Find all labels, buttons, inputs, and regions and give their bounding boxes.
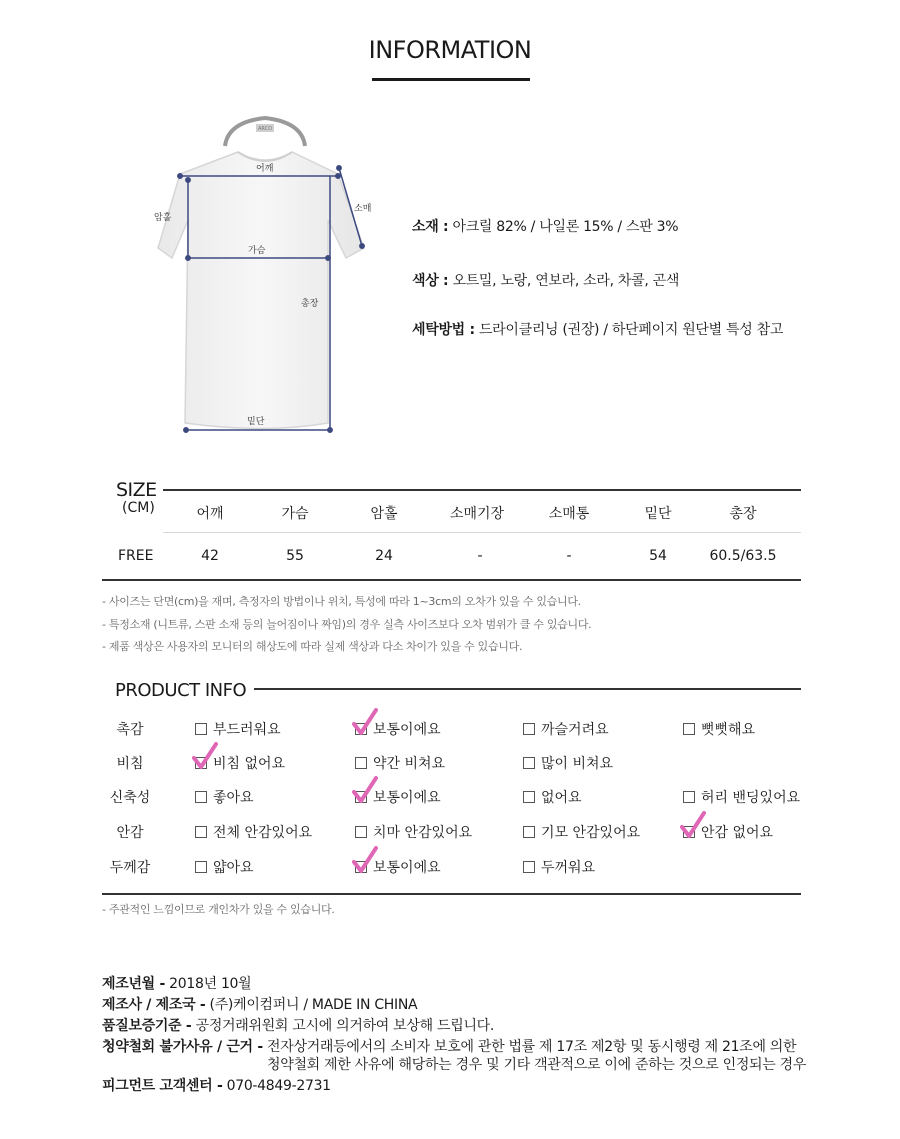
size-header-armhole: 암홀	[370, 506, 398, 522]
material-line	[412, 216, 678, 236]
tshirt-icon	[158, 152, 364, 429]
title-underline	[372, 78, 530, 81]
withdrawal-label: 청약철회 불가사유 / 근거 -	[102, 1039, 263, 1055]
product-info-row-label: 신축성	[109, 790, 151, 806]
checkbox-icon	[523, 791, 535, 803]
manufacturer-value: (주)케이컴퍼니 / MADE IN CHINA	[209, 997, 418, 1013]
label-shoulder: 어깨	[256, 164, 274, 174]
product-info-option	[195, 822, 312, 842]
product-info-option	[355, 753, 445, 773]
label-armhole: 암홀	[154, 213, 172, 223]
checkbox-icon	[523, 861, 535, 873]
size-value-sleeve-width: -	[566, 548, 572, 564]
product-info-option	[355, 857, 441, 877]
product-info-option-label: 뻣뻣해요	[701, 722, 756, 738]
manufacturer-line	[102, 994, 417, 1014]
product-info-option-label: 까슬거려요	[541, 722, 609, 738]
checkbox-icon	[355, 791, 367, 803]
product-info-option-label: 전체 안감있어요	[213, 825, 313, 841]
checkbox-icon	[355, 723, 367, 735]
product-info-option-label: 두꺼워요	[541, 860, 596, 876]
product-info-option	[195, 857, 254, 877]
product-info-option	[355, 787, 441, 807]
checkbox-icon	[683, 723, 695, 735]
product-info-row-label: 촉감	[116, 722, 144, 738]
label-chest: 가슴	[248, 246, 266, 256]
size-top-divider	[163, 489, 801, 491]
product-info-option-label: 약간 비쳐요	[373, 756, 446, 772]
product-info-option	[195, 787, 254, 807]
washing-label: 세탁방법 :	[412, 322, 475, 338]
color-line	[412, 270, 679, 290]
size-bottom-divider	[102, 579, 801, 581]
product-info-option-label: 보통이에요	[373, 790, 441, 806]
checkbox-icon	[523, 826, 535, 838]
checkbox-icon	[195, 791, 207, 803]
withdrawal-value-line1: 전자상거래등에서의 소비자 보호에 관한 법률 제 17조 제2항 및 동시행령 제 21조에 의한	[267, 1039, 797, 1055]
product-info-option-label: 좋아요	[213, 790, 254, 806]
size-header-hem: 밑단	[644, 506, 672, 522]
size-header-shoulder: 어깨	[196, 506, 224, 522]
size-note: - 특정소재 (니트류, 스판 소재 등의 늘어짐이나 짜임)의 경우 실측 사이즈보다 오차 범위가 클 수 있습니다.	[102, 618, 592, 631]
size-header-sleeve-length: 소매기장	[449, 506, 505, 522]
page-title: INFORMATION	[368, 36, 532, 64]
product-info-option-label: 보통이에요	[373, 722, 441, 738]
size-header-sleeve-width: 소매통	[548, 506, 590, 522]
warranty-line	[102, 1015, 494, 1035]
manufacture-date-value: 2018년 10월	[169, 976, 252, 992]
size-unit: (CM)	[122, 500, 155, 516]
product-info-option-label: 부드러워요	[213, 722, 281, 738]
customer-center-line	[102, 1075, 331, 1095]
product-info-bottom-divider	[102, 893, 801, 895]
product-info-option-label: 안감 없어요	[701, 825, 774, 841]
product-info-option	[523, 787, 582, 807]
checkbox-icon	[683, 791, 695, 803]
size-header-total-length: 총장	[729, 506, 757, 522]
product-info-option-label: 없어요	[541, 790, 582, 806]
size-value-chest: 55	[286, 548, 304, 564]
checkbox-icon	[683, 826, 695, 838]
material-label: 소재 :	[412, 219, 449, 235]
product-info-option	[195, 719, 281, 739]
product-info-option	[683, 719, 755, 739]
product-info-top-divider	[254, 688, 801, 690]
product-info-title: PRODUCT INFO	[115, 680, 247, 701]
checkbox-icon	[355, 826, 367, 838]
label-sleeve: 소매	[354, 204, 372, 214]
checkmark-icon	[192, 742, 218, 770]
product-info-option-label: 많이 비쳐요	[541, 756, 614, 772]
checkmark-icon	[352, 708, 378, 736]
checkbox-icon	[523, 723, 535, 735]
checkbox-icon	[355, 861, 367, 873]
product-info-row-label: 비침	[116, 756, 144, 772]
product-info-row-label: 안감	[116, 825, 144, 841]
material-value: 아크릴 82% / 나일론 15% / 스판 3%	[452, 219, 679, 235]
product-info-option	[523, 857, 595, 877]
size-value-hem: 54	[649, 548, 667, 564]
manufacture-date-line	[102, 973, 251, 993]
product-info-option	[355, 719, 441, 739]
checkbox-icon	[195, 723, 207, 735]
manufacture-date-label: 제조년월 -	[102, 976, 165, 992]
size-note: - 제품 색상은 사용자의 모니터의 해상도에 따라 실제 색상과 다소 차이가 있을 수 있습니다.	[102, 640, 523, 653]
product-info-option	[683, 822, 773, 842]
product-info-option	[683, 787, 800, 807]
size-row-label: FREE	[118, 548, 154, 564]
checkbox-icon	[523, 757, 535, 769]
checkmark-icon	[352, 846, 378, 874]
label-hem: 밑단	[247, 417, 265, 427]
warranty-label: 품질보증기준 -	[102, 1018, 192, 1034]
checkmark-icon	[680, 811, 706, 839]
size-value-sleeve-length: -	[477, 548, 483, 564]
customer-center-value: 070-4849-2731	[226, 1078, 331, 1094]
label-length: 총장	[301, 299, 319, 309]
washing-value: 드라이클리닝 (권장) / 하단페이지 원단별 특성 참고	[478, 322, 784, 338]
checkmark-icon	[352, 776, 378, 804]
product-info-option	[195, 753, 285, 773]
product-info-option-label: 얇아요	[213, 860, 254, 876]
warranty-value: 공정거래위원회 고시에 의거하여 보상해 드립니다.	[195, 1018, 495, 1034]
color-value: 오트밀, 노랑, 연보라, 소라, 차콜, 곤색	[452, 273, 680, 289]
customer-center-label: 피그먼트 고객센터 -	[102, 1078, 223, 1094]
checkbox-icon	[195, 861, 207, 873]
product-info-note: - 주관적인 느낌이므로 개인차가 있을 수 있습니다.	[102, 903, 335, 916]
size-value-armhole: 24	[375, 548, 393, 564]
product-info-option-label: 비침 없어요	[213, 756, 286, 772]
size-note: - 사이즈는 단면(cm)을 재며, 측정자의 방법이나 위치, 특성에 따라 1~3cm의 오차가 있을 수 있습니다.	[102, 595, 581, 608]
product-info-option-label: 기모 안감있어요	[541, 825, 641, 841]
size-row-divider	[163, 532, 801, 533]
tshirt-measurement-diagram	[150, 108, 380, 458]
product-info-option-label: 치마 안감있어요	[373, 825, 473, 841]
product-info-option	[523, 719, 609, 739]
size-title: SIZE	[116, 479, 157, 501]
product-info-option-label: 허리 밴딩있어요	[701, 790, 801, 806]
size-value-total-length: 60.5/63.5	[709, 548, 777, 564]
checkbox-icon	[355, 757, 367, 769]
product-info-row-label: 두께감	[109, 860, 151, 876]
checkbox-icon	[195, 757, 207, 769]
manufacturer-label: 제조사 / 제조국 -	[102, 997, 206, 1013]
checkbox-icon	[195, 826, 207, 838]
color-label: 색상 :	[412, 273, 449, 289]
size-header-chest: 가슴	[281, 506, 309, 522]
withdrawal-value-line2: 청약철회 제한 사유에 해당하는 경우 및 기타 객관적으로 이에 준하는 것으로 인정되는 경우	[267, 1057, 807, 1073]
product-info-option	[355, 822, 472, 842]
product-info-option-label: 보통이에요	[373, 860, 441, 876]
hanger-tag: ARCO	[257, 126, 273, 132]
product-info-option	[523, 753, 613, 773]
product-info-option	[523, 822, 640, 842]
size-value-shoulder: 42	[201, 548, 219, 564]
withdrawal-line	[102, 1036, 796, 1056]
washing-line	[412, 319, 783, 339]
